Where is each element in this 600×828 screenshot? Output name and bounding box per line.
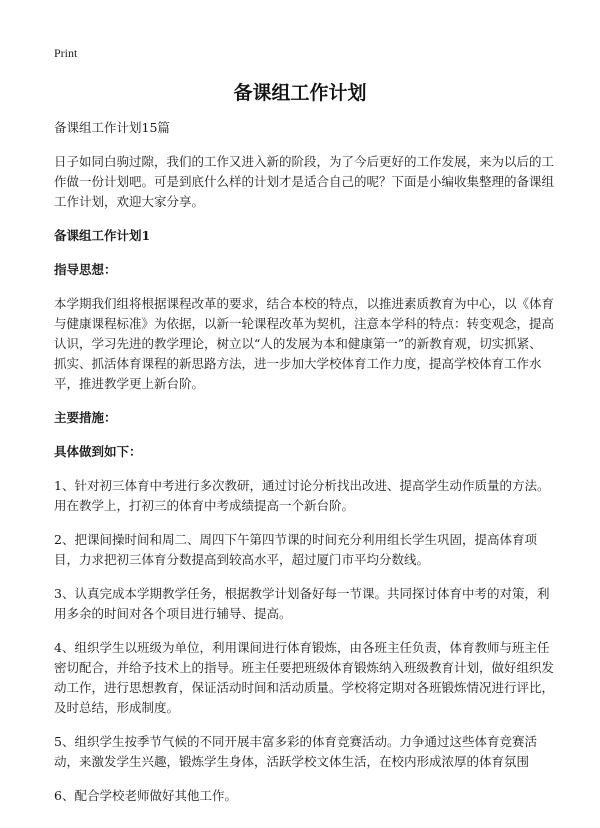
page-title: 备课组工作计划 bbox=[233, 82, 367, 104]
list-item: 5、组织学生按季节气候的不同开展丰富多彩的体育竞赛活动。力争通过这些体育竞赛活动，来激发学生兴趣，锻炼学生身体，活跃学校文体生活，在校内形成浓厚的体育氛围 bbox=[54, 734, 537, 769]
guiding-paragraph: 本学期我们组将根据课程改革的要求，结合本校的特点，以推进素质教育为中心，以《体育与健康课程标准》为依据，以新一轮课程改革为契机，注意本学科的特点：转变观念，提高认识，学习先进的教学理论，树立以“人的发展为本和健康第一”的新教育观，切实抓紧、抓实、抓活体育课程的新思路方法，进一步加大学校体育工作力度，提高学校体育工作水平，推进教学更上新台阶。 bbox=[54, 296, 555, 391]
section-title: 备课组工作计划1 bbox=[54, 228, 151, 243]
print-link[interactable]: Print bbox=[54, 46, 78, 60]
intro-paragraph: 日子如同白驹过隙，我们的工作又进入新的阶段，为了今后更好的工作发展，来为以后的工作做一份计划吧。可是到底什么样的计划才是适合自己的呢？下面是小编收集整理的备课组工作计划，欢迎大家分享。 bbox=[54, 154, 555, 209]
document-subtitle: 备课组工作计划15篇 bbox=[54, 120, 170, 135]
list-item: 1、针对初三体育中考进行多次教研，通过讨论分析找出改进、提高学生动作质量的方法。用在教学上，打初三的体育中考成绩提高一个新台阶。 bbox=[54, 478, 550, 513]
measures-heading: 主要措施： bbox=[54, 410, 117, 425]
list-item: 3、认真完成本学期教学任务，根据教学计划备好每一节课。共同探讨体育中考的对策，利用多余的时间对各个项目进行辅导、提高。 bbox=[54, 586, 550, 621]
guiding-heading: 指导思想： bbox=[54, 262, 117, 277]
document-body bbox=[54, 118, 554, 820]
list-item: 6、配合学校老师做好其他工作。 bbox=[54, 788, 237, 803]
list-item: 2、把课间操时间和周二、周四下午第四节课的时间充分利用组长学生巩固，提高体育项目，力求把初三体育分数提高到较高水平，超过厦门市平均分数线。 bbox=[54, 532, 537, 567]
list-item: 4、组织学生以班级为单位，利用课间进行体育锻炼，由各班主任负责，体育教师与班主任密切配合，并给予技术上的指导。班主任要把班级体育锻炼纳入班级教育计划，做好组织发动工作，进行思想教育，保证活动时间和活动质量。学校将定期对各班锻炼情况进行评比，及时总结，形成制度。 bbox=[54, 640, 555, 715]
specific-heading: 具体做到如下： bbox=[54, 444, 142, 459]
